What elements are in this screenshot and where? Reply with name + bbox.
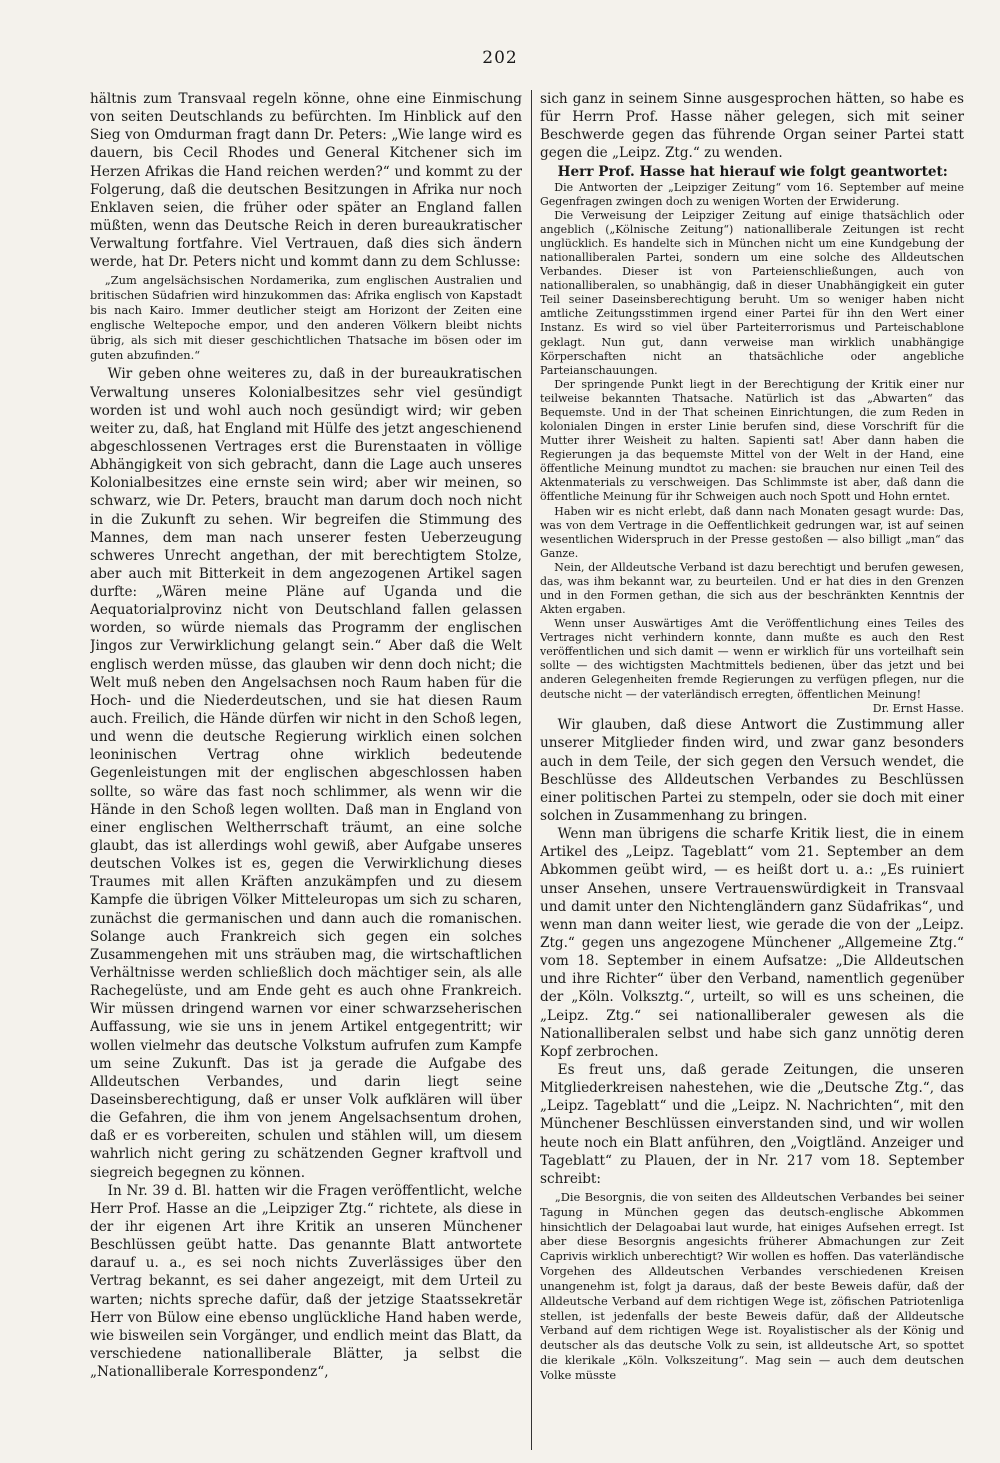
column-divider [531, 90, 532, 1450]
letter-paragraph: Wenn unser Auswärtiges Amt die Veröffentlichung eines Teiles des Vertrages nicht verhindern konnte, dann mußte es auch den Rest veröffentlichen und sich damit — wenn er wirklich für uns vorteilhaft sein sollte — des wichtigsten Machtmittels bedienen, über das jetzt und bei anderen Gelegenheiten fremde Regierungen zu verfügen pflegen, nur die deutsche nicht — der vaterländisch erregten, öffentlichen Meinung! [540, 617, 964, 701]
paragraph: Wir glauben, daß diese Antwort die Zustimmung aller unserer Mitglieder finden wird, und zwar ganz besonders auch in dem Teile, der sich gegen den Versuch wendet, die Beschlüsse des Alldeutschen Verbandes zu Beschlüssen einer politischen Partei zu stempeln, oder sie doch mit einer solchen in Zusammenhang zu bringen. [540, 717, 964, 824]
letter-paragraph: Haben wir es nicht erlebt, daß dann nach Monaten gesagt wurde: Das, was von dem Vertrage in die Oeffentlichkeit gedrungen war, ist auf seinen wesentlichen Widerspruch in der Presse gestoßen — also billigt „man“ das Ganze. [540, 504, 964, 560]
block-quote: „Zum angelsächsischen Nordamerika, zum englischen Australien und britischen Südafrien wird hinzukommen das: Afrika englisch von Kapstadt bis nach Kairo. Immer deutlicher steigt am Horizont der Zeiten eine englische Weltepoche empor, und den anderen Völkern bleibt nichts übrig, als sich mit dieser geschichtlichen Thatsache im bösen oder im guten abzufinden.“ [90, 273, 522, 362]
letter-paragraph: Die Verweisung der Leipziger Zeitung auf einige thatsächlich oder angeblich („Kölnische Zeitung“) nationalliberale Zeitungen ist recht unglücklich. Es handelte sich in München nicht um eine Kundgebung der nationalliberalen Partei, sondern um eine solche des Alldeutschen Verbandes. Dieser ist von Parteienschließungen, auch von nationalliberalen, so unabhängig, daß in dieser Unabhängigkeit ein guter Teil seiner Daseinsberechtigung beruht. Um so weniger haben nicht amtliche Zeitungsstimmen irgend einer Partei für ihn den Wert einer Instanz. Es wird so viel über Parteiterrorismus und Parteischablone geklagt. Nun gut, dann verweise man wirklich unabhängige Körperschaften nicht an thatsächliche oder angebliche Parteianschauungen. [540, 208, 964, 377]
right-column [540, 90, 964, 1450]
paragraph: Wir geben ohne weiteres zu, daß in der bureaukratischen Verwaltung unseres Kolonialbesitzes sehr viel gesündigt worden ist und wohl auch noch gesündigt wird; wir geben weiter zu, daß, hat England mit Hülfe des jetzt angeschienend abgeschlossenen Vertrages erst die Burenstaaten in völlige Abhängigkeit von sich gebracht, dann die Lage auch unseres Kolonialbesitzes eine ernste sein wird; aber wir meinen, so schwarz, wie Dr. Peters, braucht man darum doch noch nicht in die Zukunft zu sehen. Wir begreifen die Stimmung des Mannes, dem man nach unserer festen Ueberzeugung schweres Unrecht angethan, der mit berechtigtem Stolze, aber auch mit Bitterkeit in dem angezogenen Artikel sagen durfte: „Wären meine Pläne auf Uganda und die Aequatorialprovinz nicht von Deutschland fallen gelassen worden, so würde niemals das Programm der englischen Jingos zur Verwirklichung gelangt sein.“ Aber daß die Welt englisch werden müsse, das glauben wir denn doch nicht; die Welt muß neben den Angelsachsen noch Raum haben für die Hoch- und die Niederdeutschen, und sie hat diesen Raum auch. Freilich, die Hände dürfen wir nicht in den Schoß legen, und wenn die deutsche Regierung wirklich einen solchen leoninischen Vertrag ohne wirklich bedeutende Gegenleistungen mit der englischen abgeschlossen haben sollte, so wäre das fast noch schlimmer, als wenn wir die Hände in den Schoß legen wollten. Daß man in England von einer englischen Weltherrschaft träumt, an eine solche glaubt, das ist allerdings wohl gewiß, aber Aufgabe unseres deutschen Volkes ist es, gegen die Verwirklichung dieses Traumes mit allen Kräften anzukämpfen und zu diesem Kampfe die übrigen Völker Mitteleuropas um sich zu scharen, zunächst die germanischen und dann auch die romanischen. Solange auch Frankreich sich gegen ein solches Zusammengehen mit uns sträuben mag, die wirtschaftlichen Verhältnisse werden schließlich doch mächtiger sein, als alle Rachegelüste, und am Ende geht es auch ohne Frankreich. Wir müssen dringend warnen vor einer schwarzseherischen Auffassung, wie sie uns in jenem Artikel entgegentritt; wir wollen vielmehr das deutsche Volkstum aufrufen zum Kampfe um seine Zukunft. Das ist ja gerade die Aufgabe des Alldeutschen Verbandes, und darin liegt seine Daseinsberechtigung, daß er unser Volk aufklären will über die Gefahren, die ihm von jenem Angelsachsentum drohen, daß er es vorbereiten, schulen und stählen will, um diesem wahrlich nicht gering zu schätzenden Gegner kraftvoll und siegreich begegnen zu können. [90, 366, 522, 1181]
paragraph: Wenn man übrigens die scharfe Kritik liest, die in einem Artikel des „Leipz. Tageblatt“ vom 21. September an dem Abkommen geübt wird, — es heißt dort u. a.: „Es ruiniert unser Ansehen, unsere Vertrauenswürdigkeit in Transvaal und damit unter den Nichtengländern ganz Südafrikas“, und wenn man dann weiter liest, wie gerade die von der „Leipz. Ztg.“ gegen uns angezogene Münchener „Allgemeine Ztg.“ vom 18. September in einem Aufsatze: „Die Alldeutschen und ihre Richter“ über den Verband, namentlich gegenüber der „Köln. Volksztg.“, urteilt, so will es uns scheinen, die „Leipz. Ztg.“ sei nationalliberaler gewesen als die Nationalliberalen selbst und habe sich ganz unnötig deren Kopf zerbrochen. [540, 826, 964, 1060]
page-number: 202 [482, 48, 518, 68]
letter-paragraph: Der springende Punkt liegt in der Berechtigung der Kritik einer nur teilweise bekannten Thatsache. Natürlich ist das „Abwarten“ das Bequemste. Und in der That scheinen Einrichtungen, die zum Reden in kolonialen Dingen in erster Linie berufen sind, diese Vorschrift für die Mutter ihrer Weisheit zu halten. Sapienti sat! Aber dann haben die Regierungen ja das bequemste Mittel von der Welt in der Hand, eine öffentliche Meinung mundtot zu machen: sie brauchen nur einen Teil des Aktenmaterials zu verschweigen. Das Schlimmste ist aber, daß dann die öffentliche Meinung für ihr Schweigen auch noch Spott und Hohn erntet. [540, 377, 964, 504]
block-quote: „Die Besorgnis, die von seiten des Alldeutschen Verbandes bei seiner Tagung in München gegen das deutsch-englische Abkommen hinsichtlich der Delagoabai laut wurde, hat einiges Aufsehen erregt. Ist aber diese Besorgnis angesichts früherer Abmachungen zur Zeit Caprivis wirklich unberechtigt? Wir wollen es hoffen. Das vaterländische Vorgehen des Alldeutschen Verbandes verschiedenen Kreisen unangenehm ist, folgt ja daraus, daß der beste Beweis dafür, daß der Alldeutsche Verband auf dem richtigen Wege ist, zöfischen Patriotenliga stellen, ist jedenfalls der beste Beweis dafür, daß der Alldeutsche Verband auf dem richtigen Wege ist. Royalistischer als der König und deutscher als das deutsche Volk zu sein, ist alldeutsche Art, so spottet die klerikale „Köln. Volkszeitung“. Mag sein — auch dem deutschen Volke müsste [540, 1189, 964, 1382]
paragraph: hältnis zum Transvaal regeln könne, ohne eine Einmischung von seiten Deutschlands zu befürchten. Im Hinblick auf den Sieg von Omdurman fragt dann Dr. Peters: „Wie lange wird es dauern, bis Cecil Rhodes und General Kitchener sich im Herzen Afrikas die Hand reichen werden?“ und kommt zu der Folgerung, daß die deutschen Besitzungen in Afrika nur noch Enklaven seien, die früher oder später an England fallen müßten, wenn das Deutsche Reich in deren bureaukratischer Verwaltung fortfahre. Viel Vertrauen, daß dies sich ändern werde, hat Dr. Peters nicht und kommt dann zu dem Schlusse: [90, 91, 522, 271]
letter-paragraph: Nein, der Alldeutsche Verband ist dazu berechtigt und berufen gewesen, das, was ihm bekannt war, zu beurteilen. Und er hat dies in den Grenzen und in den Formen gethan, die sich aus der beschränkten Kenntnis der Akten ergaben. [540, 560, 964, 617]
signature: Dr. Ernst Hasse. [872, 701, 964, 715]
letter-paragraph: Die Antworten der „Leipziger Zeitung“ vom 16. September auf meine Gegenfragen zwingen doch zu wenigen Worten der Erwiderung. [540, 180, 964, 208]
paragraph: Herr Prof. Hasse hat hierauf wie folgt geantwortet: [557, 163, 948, 180]
paragraph: sich ganz in seinem Sinne ausgesprochen hätten, so habe es für Herrn Prof. Hasse näher gelegen, sich mit seiner Beschwerde gegen das führende Organ seiner Partei statt gegen die „Leipz. Ztg.“ zu wenden. [540, 91, 964, 162]
left-column [90, 90, 522, 1450]
paragraph: In Nr. 39 d. Bl. hatten wir die Fragen veröffentlicht, welche Herr Prof. Hasse an die „Leipziger Ztg.“ richtete, als diese in der ihr eigenen Art ihre Kritik an unseren Münchener Beschlüssen geübt hatte. Das genannte Blatt antwortete darauf u. a., es sei noch nichts Zuverlässiges über den Vertrag bekannt, es sei daher angezeigt, mit dem Urteil zu warten; nichts spreche dafür, daß der jetzige Staatssekretär Herr von Bülow eine ebenso unglückliche Hand haben werde, wie bisweilen sein Vorgänger, und endlich meint das Blatt, da verschiedene nationalliberale Blätter, ja selbst die „Nationalliberale Korrespondenz“, [90, 1182, 522, 1381]
paragraph: Es freut uns, daß gerade Zeitungen, die unseren Mitgliederkreisen nahestehen, wie die „Deutsche Ztg.“, das „Leipz. Tageblatt“ und die „Leipz. N. Nachrichten“, mit den Münchener Beschlüssen einverstanden sind, und wir wollen heute noch ein Blatt anführen, den „Voigtländ. Anzeiger und Tageblatt“ zu Plauen, der in Nr. 217 vom 18. September schreibt: [540, 1061, 964, 1187]
